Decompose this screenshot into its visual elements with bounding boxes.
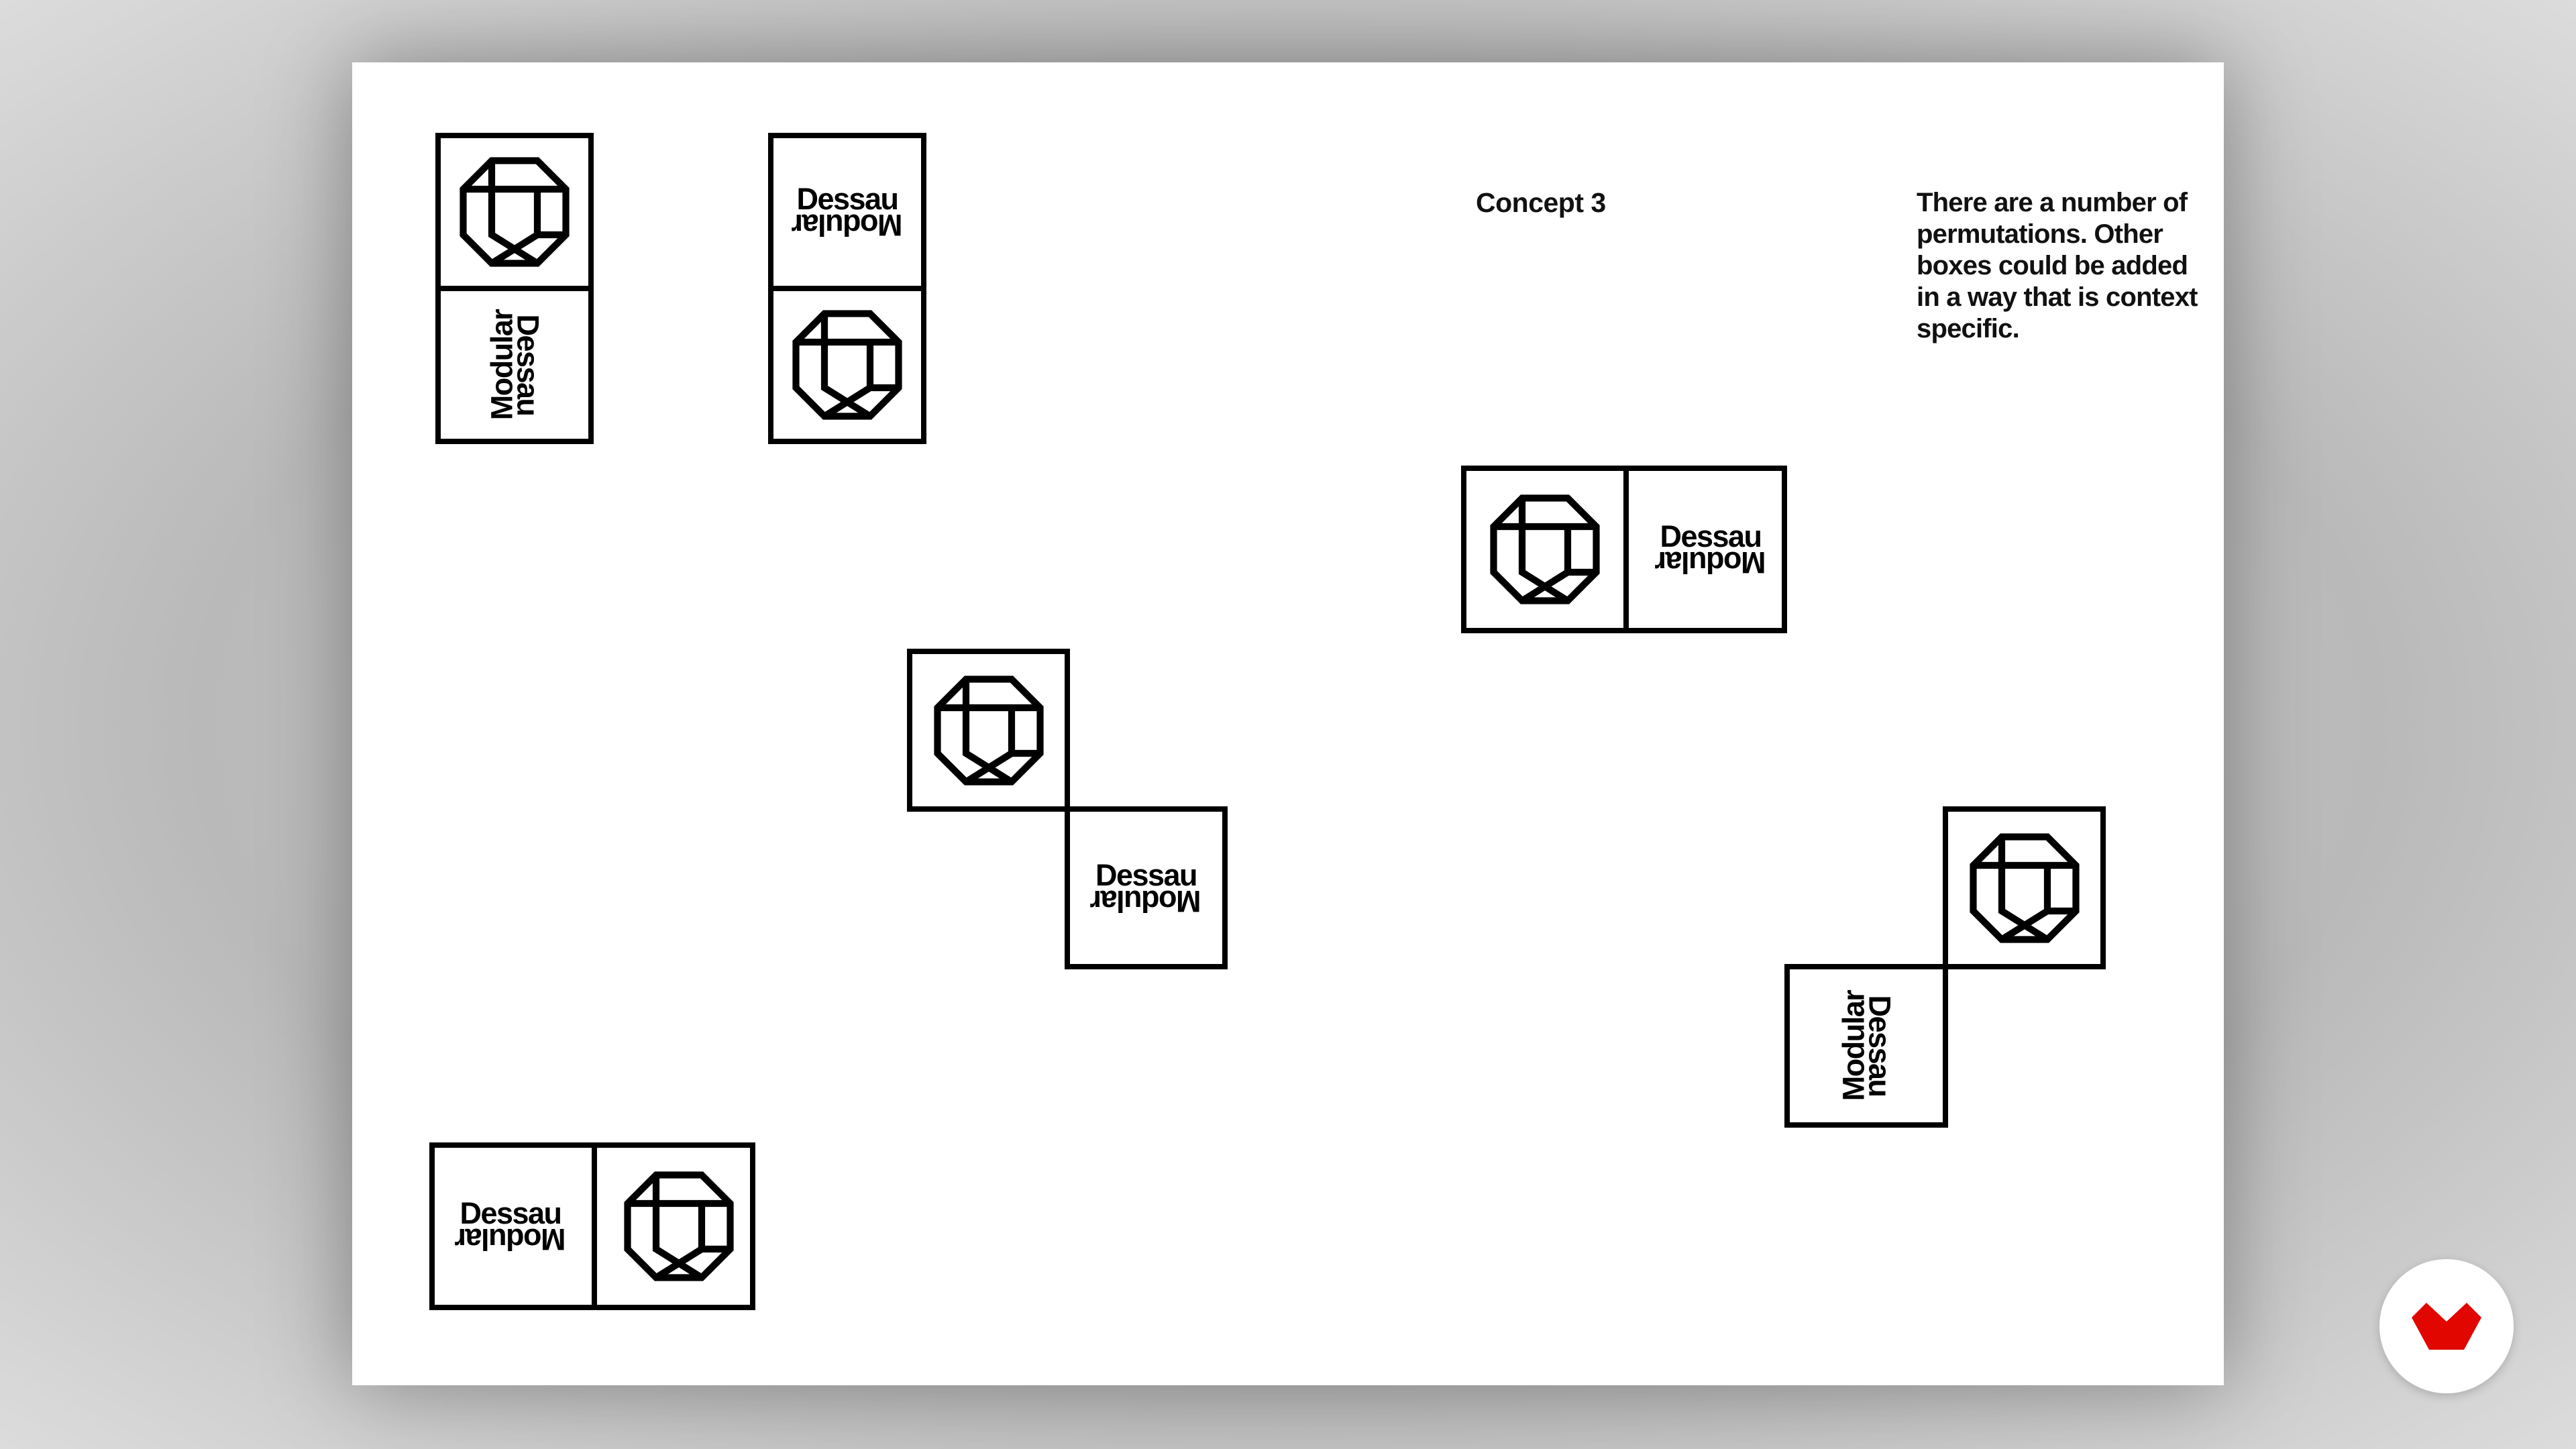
tile-divider: [592, 1142, 597, 1310]
logo-tile-vertical-2: [768, 133, 926, 444]
tile-cube-cell: [1461, 466, 1629, 633]
wordmark-line1: Dessau: [1660, 519, 1762, 553]
tile-cube-cell: [907, 649, 1070, 812]
cube-icon: [932, 674, 1046, 788]
wordmark-line2: Modular: [792, 208, 903, 242]
wordmark-line2: Modular: [1836, 990, 1870, 1102]
wordmark-line2: Modular: [455, 1222, 566, 1256]
tile-cube-cell: [435, 133, 594, 291]
tile-wordmark-cell: [1065, 806, 1228, 969]
tile-cube-cell: [768, 286, 926, 444]
wordmark-line1: Dessau: [1862, 995, 1896, 1097]
logo-tile-diagonal-2b: [1784, 964, 1948, 1128]
tile-wordmark-cell: [429, 1142, 592, 1310]
wordmark: [1091, 857, 1201, 918]
tile-cube-cell: [1943, 806, 2106, 969]
slide: [352, 62, 2224, 1385]
wordmark: [455, 1196, 566, 1256]
logo-tile-horizontal-1: [1461, 466, 1787, 633]
wordmark: [1655, 519, 1766, 580]
cube-icon: [458, 155, 572, 269]
tile-wordmark-cell: [768, 133, 926, 291]
wordmark: [1836, 990, 1896, 1102]
brand-logo-icon: [2412, 1303, 2481, 1350]
tile-wordmark-cell: [1629, 466, 1792, 633]
cube-icon: [622, 1169, 736, 1283]
logo-tile-diagonal-1b: [1065, 806, 1228, 969]
logo-tile-diagonal-1a: [907, 649, 1070, 812]
wordmark: [484, 309, 545, 421]
cube-icon: [1488, 492, 1602, 606]
tile-wordmark-cell: [1784, 964, 1948, 1128]
logo-tile-diagonal-2a: [1943, 806, 2106, 969]
wordmark-line2: Modular: [1091, 883, 1201, 918]
tile-cube-cell: [597, 1142, 761, 1310]
wordmark-line2: Modular: [484, 309, 519, 421]
slide-title: Concept 3: [1476, 187, 1606, 218]
cube-icon: [790, 308, 904, 422]
wordmark-line1: Dessau: [460, 1196, 561, 1230]
wordmark-line1: Dessau: [511, 314, 545, 416]
logo-tile-vertical-1: [435, 133, 594, 444]
logo-tile-horizontal-2: [429, 1142, 755, 1310]
cube-icon: [1968, 831, 2082, 945]
wordmark-line1: Dessau: [796, 182, 898, 216]
wordmark-line1: Dessau: [1095, 857, 1197, 892]
tile-divider: [1623, 466, 1629, 633]
wordmark-line2: Modular: [1655, 545, 1766, 580]
tile-wordmark-cell: [435, 286, 594, 444]
brand-logo-button[interactable]: [2379, 1259, 2514, 1393]
wordmark: [792, 182, 903, 242]
slide-note: There are a number of permutations. Other boxes could be added in a way that is context specific.: [1917, 188, 2198, 343]
